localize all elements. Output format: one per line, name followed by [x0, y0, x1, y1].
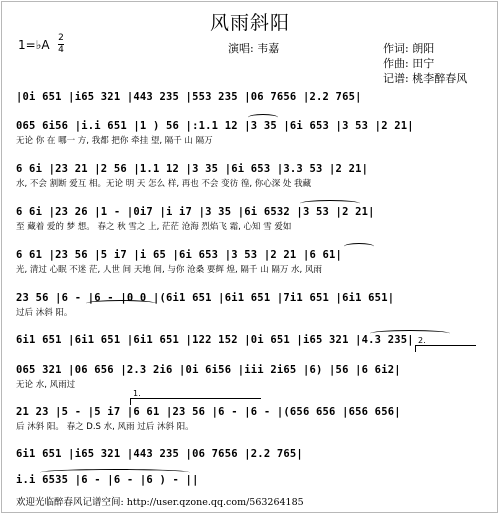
slur-mark — [370, 330, 450, 337]
meter-bottom: 4 — [58, 45, 64, 55]
score-row-1: |0i 651 |i65 321 |443 235 |553 235 |06 7656 |2.2 765| — [16, 91, 362, 103]
score-row-8: 065 321 |06 656 |2.3 2i6 |0i 6i56 |iii 2i65 |6) |56 |6 6i2| — [16, 364, 401, 376]
slur-mark — [40, 469, 190, 476]
lyric-row-9: 后 沐斜 阳。 春之 D.S 水, 风雨 过后 沐斜 阳。 — [16, 422, 194, 432]
score-row-9: 21 23 |5 - |5 i7 |6 61 |23 56 |6 - |6 - |(656 656 |656 656| — [16, 406, 401, 418]
meter-top: 2 — [58, 33, 64, 43]
slur-mark — [86, 300, 156, 307]
score-row-4: 6 6i |23 26 |1 - |0i7 |i i7 |3 35 |6i 6532 |3 53 |2 21| — [16, 206, 375, 218]
lyric-row-6: 过后 沐斜 阳。 — [16, 308, 73, 318]
score-row-2: 065 6i56 |i.i 651 |1 ) 56 |:1.1 12 |3 35 |6i 653 |3 53 |2 21| — [16, 120, 414, 132]
score-row-5: 6 61 |23 56 |5 i7 |i 65 |6i 653 |3 53 |2 21 |6 61| — [16, 249, 343, 261]
lyric-row-8: 无论 水, 风雨过 — [16, 380, 76, 390]
volta-bracket-first — [130, 389, 261, 405]
volta-second-label: 2. — [418, 336, 426, 345]
singer-credit: 演唱: 韦嘉 — [228, 42, 280, 55]
lyric-row-2: 无论 你 在 哪一 方, 我都 把你 牵挂 望, 隔千 山 隔万 — [16, 136, 213, 146]
score-row-6: 23 56 |6 - |6 - |0 0 |(6i1 651 |6i1 651 |7i1 651 |6i1 651| — [16, 292, 395, 304]
lyric-row-5: 光, 清过 心眠 不迷 茫, 人世 间 天地 间, 与你 沧桑 要辉 煌, 隔千 山 隔万 水, 风雨 — [16, 265, 322, 275]
slur-mark — [248, 114, 278, 121]
slur-mark — [344, 243, 374, 250]
lyric-row-4: 至 藏着 爱的 梦 想。 春之 秋 雪之 上, 茫茫 沧海 烈焰飞 霜, 心知 雪 爱如 — [16, 222, 292, 232]
lyric-row-3: 水, 不会 割断 爱互 相。无论 明 天 怎么 样, 再也 不会 变彷 徨, 你心深 处 我藏 — [16, 179, 312, 189]
slur-mark — [300, 200, 360, 207]
volta-first-label: 1. — [133, 389, 141, 398]
volta-bracket-second — [415, 336, 476, 352]
score-row-10: 6i1 651 |i65 321 |443 235 |06 7656 |2.2 765| — [16, 448, 303, 460]
composer-credit: 作曲: 田宁 — [383, 57, 435, 70]
time-signature — [58, 34, 64, 55]
lyricist-credit: 作词: 朗阳 — [383, 42, 435, 55]
song-title: 风雨斜阳 — [209, 12, 290, 34]
transcriber-credit: 记谱: 桃李醉春风 — [383, 72, 468, 85]
footer-note: 欢迎光临醉春风记谱空间: http://user.qzone.qq.com/563264185 — [16, 497, 304, 508]
score-row-3: 6 6i |23 21 |2 56 |1.1 12 |3 35 |6i 653 |3.3 53 |2 21| — [16, 163, 369, 175]
key-signature: 1=♭A — [18, 38, 50, 52]
score-row-11: i.i 6535 |6 - |6 - |6 ) - || — [16, 474, 199, 486]
score-row-7: 6i1 651 |6i1 651 |6i1 651 |122 152 |0i 651 |i65 321 |4.3 235| — [16, 334, 414, 346]
